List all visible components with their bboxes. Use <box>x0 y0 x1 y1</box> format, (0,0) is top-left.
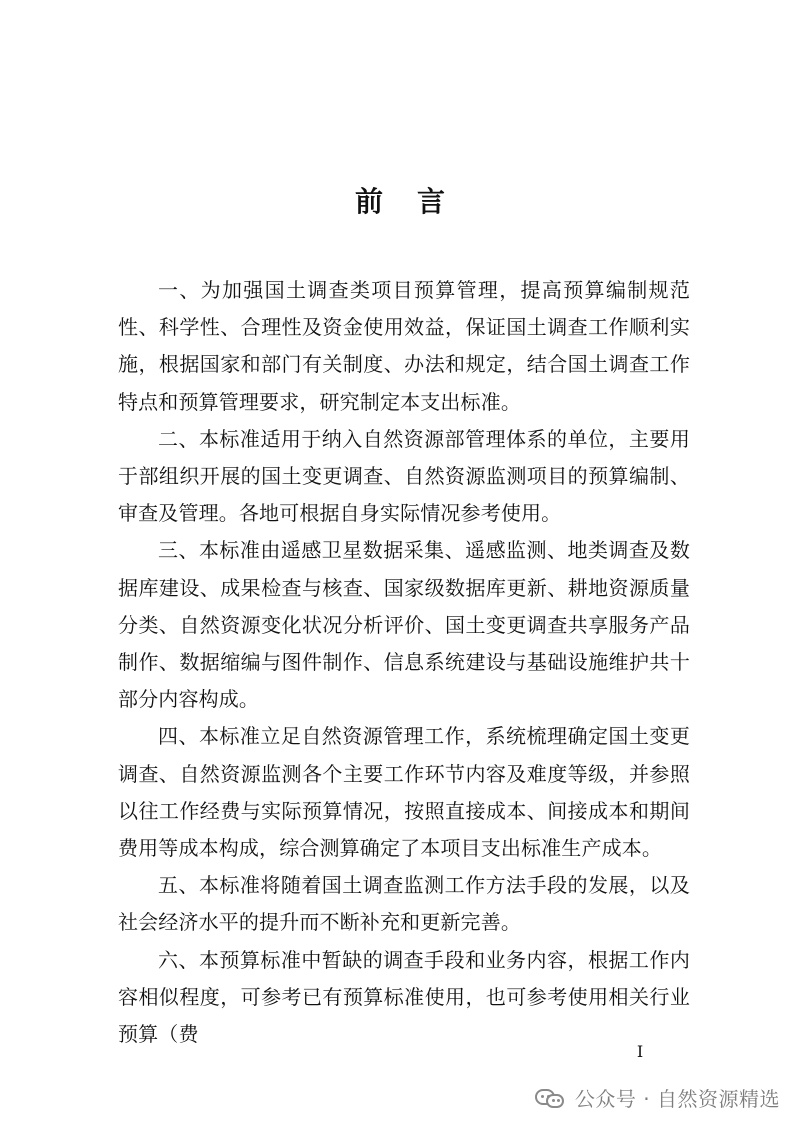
paragraph-2: 二、本标准适用于纳入自然资源部管理体系的单位，主要用于部组织开展的国土变更调查、自然资源监测项目的预算编制、审查及管理。各地可根据自身实际情况参考使用。 <box>118 426 690 526</box>
paragraph-1: 一、为加强国土调查类项目预算管理，提高预算编制规范性、科学性、合理性及资金使用效益，保证国土调查工作顺利实施，根据国家和部门有关制度、办法和规定，结合国土调查工作特点和预算管理要求，研究制定本支出标准。 <box>118 278 690 414</box>
paragraph-5: 五、本标准将随着国土调查监测工作方法手段的发展，以及社会经济水平的提升而不断补充和更新完善。 <box>118 873 690 935</box>
watermark-text: 公众号 · 自然资源精选 <box>574 1087 780 1111</box>
paragraph-3: 三、本标准由遥感卫星数据采集、遥感监测、地类调查及数据库建设、成果检查与核查、国家级数据库更新、耕地资源质量分类、自然资源变化状况分析评价、国土变更调查共享服务产品制作、数据缩编与图件制作、信息系统建设与基础设施维护共十部分内容构成。 <box>118 538 690 712</box>
paragraph-6: 六、本预算标准中暂缺的调查手段和业务内容，根据工作内容相似程度，可参考已有预算标准使用，也可参考使用相关行业预算（费 <box>118 947 690 1047</box>
page-title: 前言 <box>354 185 479 218</box>
watermark <box>535 1085 780 1113</box>
paragraph-4: 四、本标准立足自然资源管理工作，系统梳理确定国土变更调查、自然资源监测各个主要工作环节内容及难度等级，并参照以往工作经费与实际预算情况，按照直接成本、间接成本和期间费用等成本构成，综合测算确定了本项目支出标准生产成本。 <box>118 724 690 861</box>
document-body <box>118 272 690 1053</box>
page-number: I <box>636 1042 644 1061</box>
wechat-icon <box>535 1087 567 1111</box>
